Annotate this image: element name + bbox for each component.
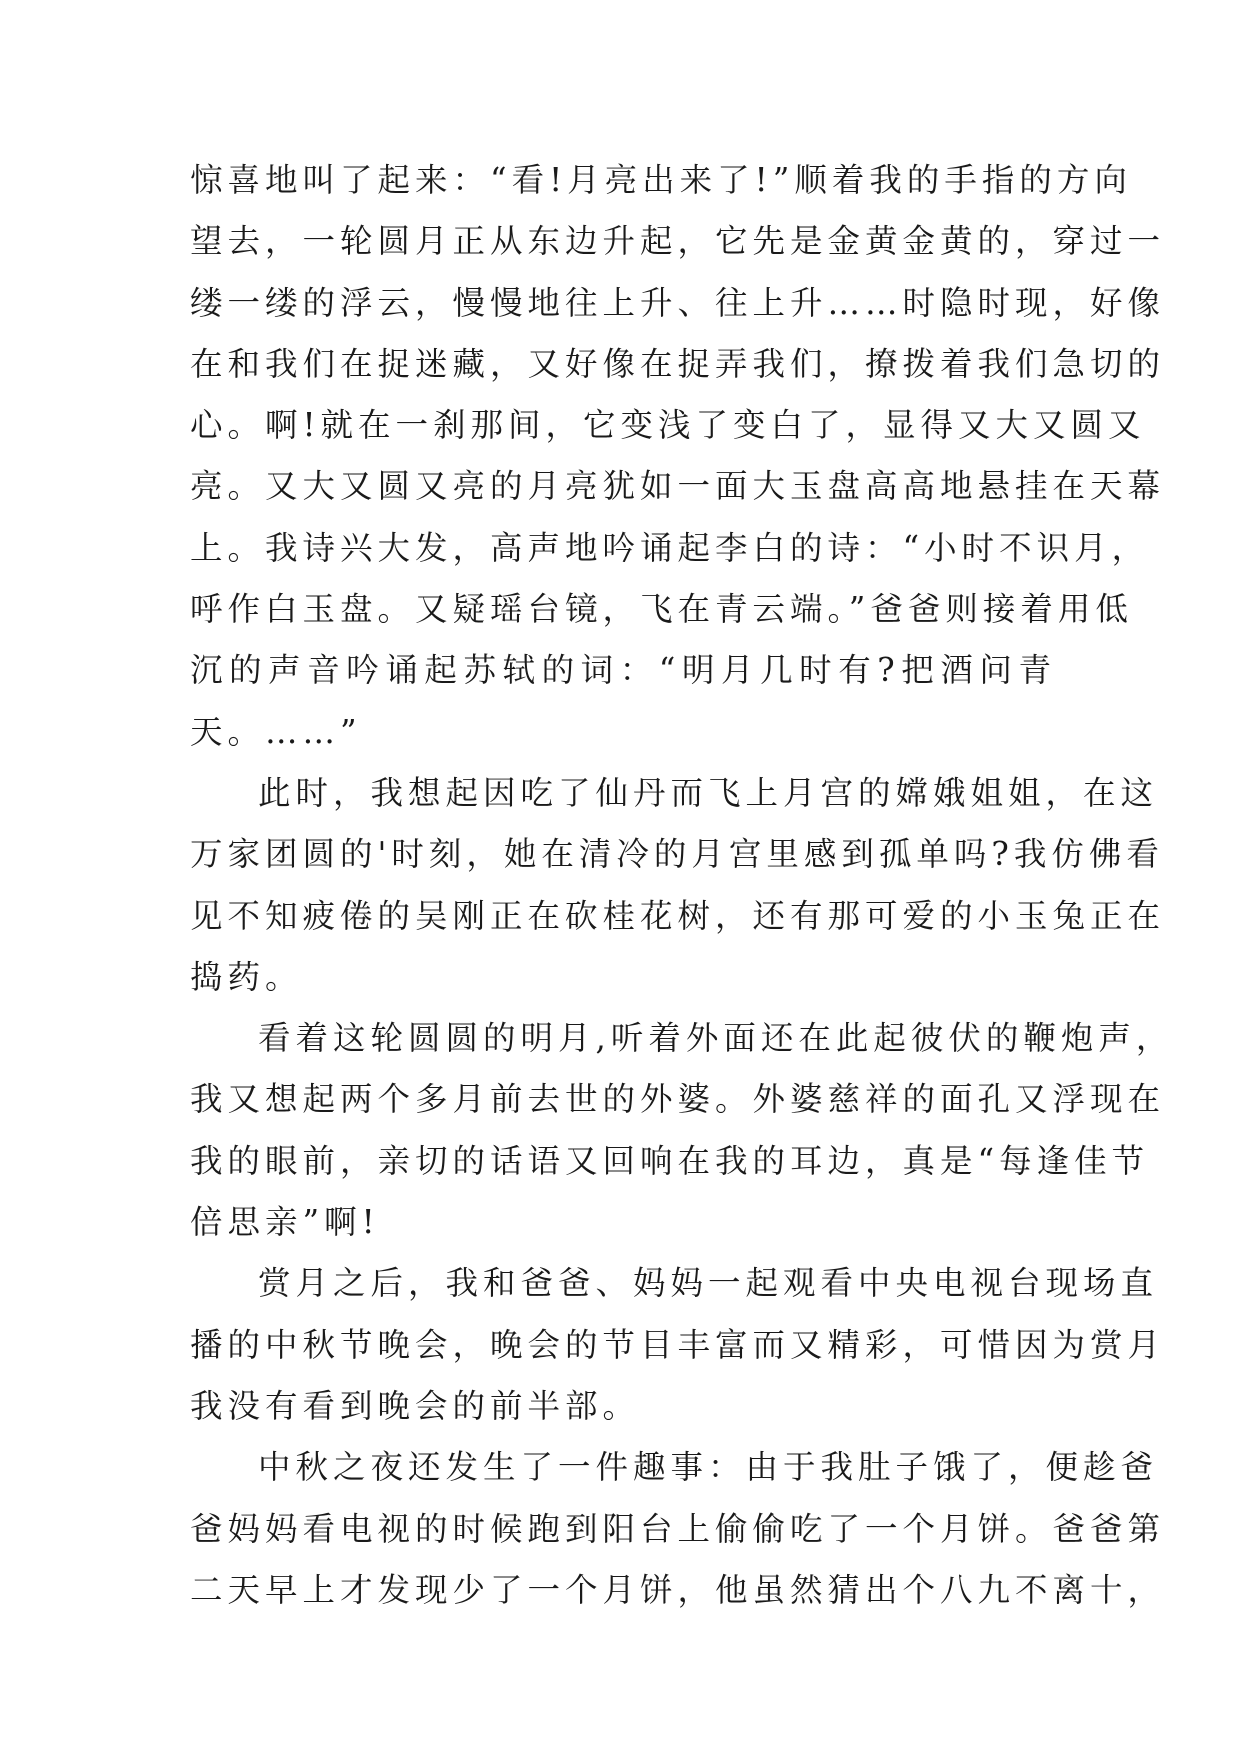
text-line: 我没有看到晚会的前半部。 bbox=[190, 1386, 641, 1425]
text-line: 望去，一轮圆月正从东边升起，它先是金黄金黄的，穿过一 bbox=[190, 222, 1166, 261]
paragraph bbox=[190, 1253, 1166, 1437]
paragraph bbox=[190, 1437, 1166, 1621]
text-line: 此时，我想起因吃了仙丹而飞上月宫的嫦娥姐姐，在这 bbox=[258, 773, 1159, 812]
body-text bbox=[190, 150, 1174, 1621]
paragraph bbox=[190, 150, 1166, 763]
text-line: 捣药。 bbox=[190, 957, 303, 996]
text-line: 惊喜地叫了起来：“看!月亮出来了!”顺着我的手指的方向 bbox=[190, 161, 1132, 199]
paragraph bbox=[190, 1008, 1174, 1253]
text-line: 我的眼前，亲切的话语又回响在我的耳边，真是“每逢佳节 bbox=[190, 1141, 1150, 1180]
text-line: 见不知疲倦的吴刚正在砍桂花树，还有那可爱的小玉兔正在 bbox=[190, 896, 1166, 935]
text-line: 看着这轮圆圆的明月,听着外面还在此起彼伏的鞭炮声， bbox=[258, 1019, 1174, 1058]
paragraph bbox=[190, 763, 1166, 1008]
text-line: 天。……” bbox=[190, 712, 362, 751]
text-line: 爸妈妈看电视的时候跑到阳台上偷偷吃了一个月饼。爸爸第 bbox=[190, 1509, 1166, 1548]
text-line: 缕一缕的浮云，慢慢地往上升、往上升……时隐时现，好像 bbox=[190, 283, 1166, 322]
text-line: 倍思亲”啊! bbox=[190, 1203, 380, 1242]
text-line: 上。我诗兴大发，高声地吟诵起李白的诗：“小时不识月， bbox=[190, 528, 1150, 567]
text-line: 亮。又大又圆又亮的月亮犹如一面大玉盘高高地悬挂在天幕 bbox=[190, 467, 1166, 506]
text-line: 心。啊!就在一刹那间，它变浅了变白了，显得又大又圆又 bbox=[190, 406, 1146, 445]
text-line: 沉的声音吟诵起苏轼的词：“明月几时有?把酒问青 bbox=[190, 651, 1056, 690]
text-line: 中秋之夜还发生了一件趣事：由于我肚子饿了，便趁爸 bbox=[258, 1448, 1159, 1487]
text-line: 呼作白玉盘。又疑瑶台镜，飞在青云端。”爸爸则接着用低 bbox=[190, 590, 1133, 629]
text-line: 播的中秋节晚会，晚会的节目丰富而又精彩，可惜因为赏月 bbox=[190, 1325, 1166, 1364]
text-line: 在和我们在捉迷藏，又好像在捉弄我们，撩拨着我们急切的 bbox=[190, 344, 1166, 383]
text-line: 万家团圆的'时刻，她在清冷的月宫里感到孤单吗?我仿佛看 bbox=[190, 835, 1164, 874]
text-line: 我又想起两个多月前去世的外婆。外婆慈祥的面孔又浮现在 bbox=[190, 1080, 1166, 1119]
text-line: 赏月之后，我和爸爸、妈妈一起观看中央电视台现场直 bbox=[258, 1264, 1159, 1303]
text-line: 二天早上才发现少了一个月饼，他虽然猜出个八九不离十， bbox=[190, 1570, 1166, 1609]
